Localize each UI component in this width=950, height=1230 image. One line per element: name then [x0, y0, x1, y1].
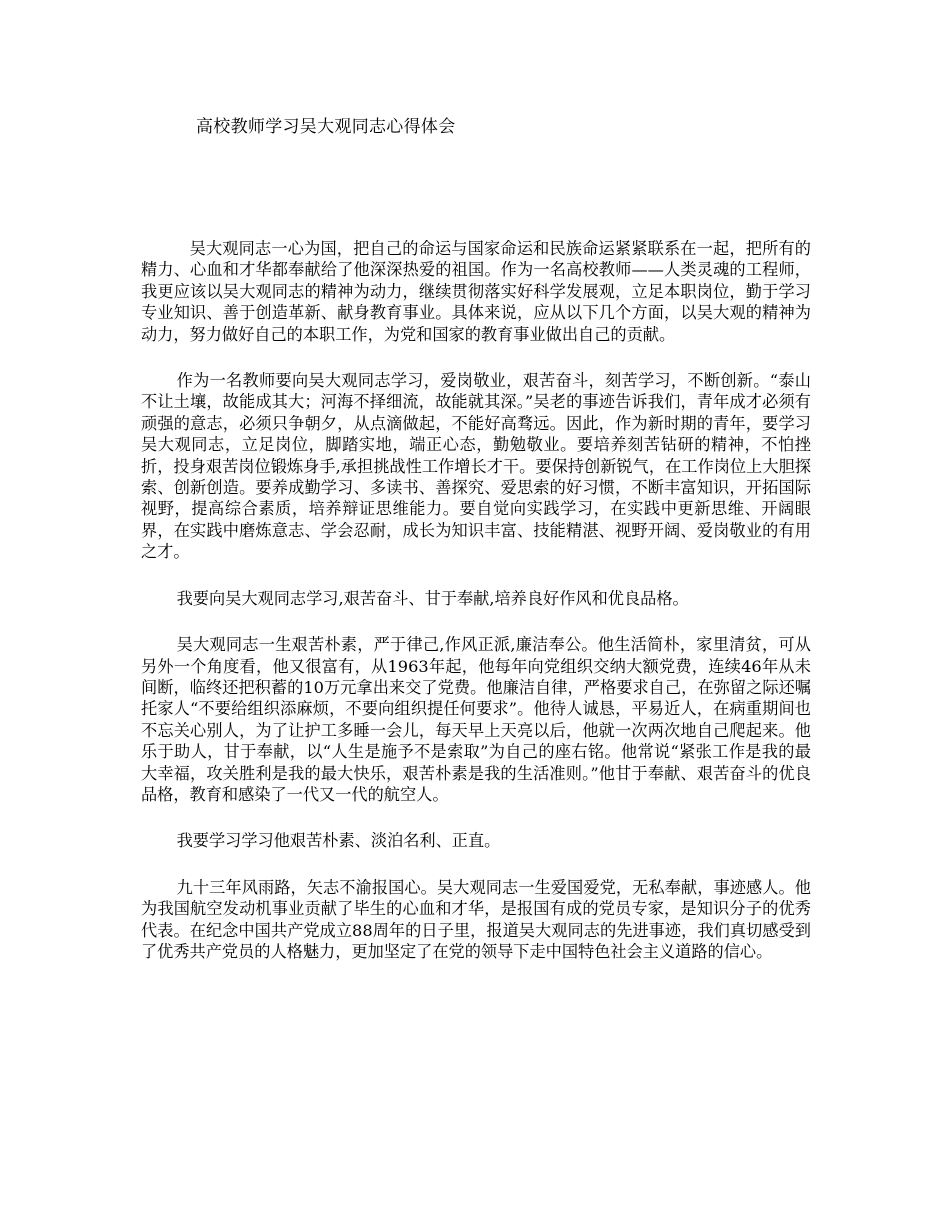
paragraph-frugality: 吴大观同志一生艰苦朴素，严于律己,作风正派,廉洁奉公。他生活简朴，家里清贫，可从另外一个角度看，他又很富有，从1963年起，他每年向党组织交纳大额党费，连续46年从未间断，临终还把积蓄的10万元拿出来交了党费。他廉洁自律，严格要求自己，在弥留之际还嘱托家人“不要给组织添麻烦，不要向组织提任何要求”。他待人诚恳，平易近人，在病重期间也不忘关心别人，为了让护工多睡一会儿，每天早上天亮以后，他就一次两次地自己爬起来。他乐于助人，甘于奉献，以“人生是施予不是索取”为自己的座右铭。他常说“紧张工作是我的最大幸福，攻关胜利是我的最大快乐，艰苦朴素是我的生活准则。”他甘于奉献、艰苦奋斗的优良品格，教育和感染了一代又一代的航空人。 [141, 635, 811, 804]
document-body [141, 238, 811, 987]
paragraph-intro: 吴大观同志一心为国，把自己的命运与国家命运和民族命运紧紧联系在一起，把所有的精力、心血和才华都奉献给了他深深热爱的祖国。作为一名高校教师——人类灵魂的工程师，我更应该以吴大观同志的精神为动力，继续贯彻落实好科学发展观，立足本职岗位，勤于学习专业知识、善于创造革新、献身教育事业。具体来说，应从以下几个方面，以吴大观的精神为动力，努力做好自己的本职工作，为党和国家的教育事业做出自己的贡献。 [141, 239, 811, 344]
paragraph-dedication: 作为一名教师要向吴大观同志学习，爱岗敬业，艰苦奋斗，刻苦学习，不断创新。“泰山不让土壤，故能成其大；河海不择细流，故能就其深。”吴老的事迹告诉我们，青年成才必须有顽强的意志，必须只争朝夕，从点滴做起，不能好高骛远。因此，作为新时期的青年，要学习吴大观同志，立足岗位，脚踏实地，端正心态，勤勉敬业。要培养刻苦钻研的精神，不怕挫折，投身艰苦岗位锻炼身手,承担挑战性工作增长才干。要保持创新锐气，在工作岗位上大胆探索、创新创造。要养成勤学习、多读书、善探究、爱思索的好习惯，不断丰富知识，开拓国际视野，提高综合素质，培养辩证思维能力。要自觉向实践学习，在实践中更新思维、开阔眼界，在实践中磨炼意志、学会忍耐，成长为知识丰富、技能精湛、视野开阔、爱岗敬业的有用之才。 [141, 371, 811, 562]
paragraph-heading-integrity: 我要学习学习他艰苦朴素、淡泊名利、正直。 [176, 831, 501, 851]
document-title: 高校教师学习吴大观同志心得体会 [196, 117, 456, 137]
paragraph-conclusion: 九十三年风雨路，矢志不渝报国心。吴大观同志一生爱国爱党，无私奉献，事迹感人。他为我国航空发动机事业贡献了毕生的心血和才华，是报国有成的党员专家，是知识分子的优秀代表。在纪念中国共产党成立88周年的日子里，报道吴大观同志的先进事迹，我们真切感受到了优秀共产党员的人格魅力，更加坚定了在党的领导下走中国特色社会主义道路的信心。 [141, 877, 811, 961]
paragraph-heading-hardwork: 我要向吴大观同志学习,艰苦奋斗、甘于奉献,培养良好作风和优良品格。 [176, 588, 689, 608]
